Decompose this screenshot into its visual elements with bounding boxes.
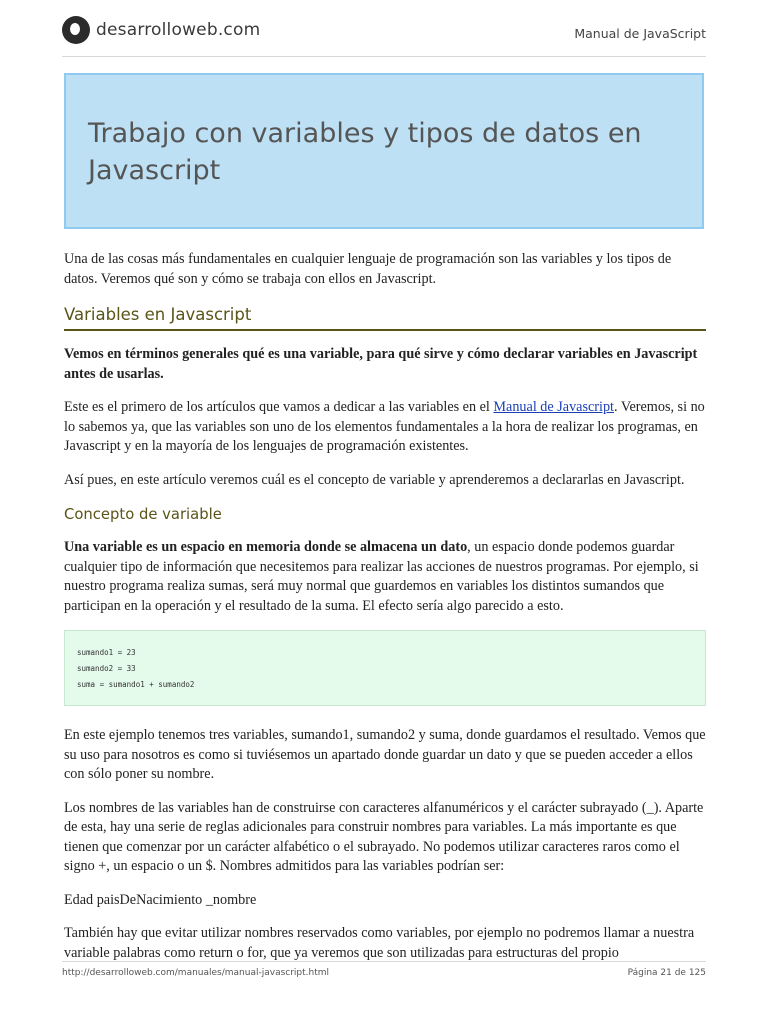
section-heading-variables: Variables en Javascript — [64, 303, 706, 331]
definition-bold: Una variable es un espacio en memoria donde se almacena un dato — [64, 539, 468, 555]
subsection-heading-concepto: Concepto de variable — [64, 506, 222, 523]
logo-text: desarrolloweb.com — [96, 20, 261, 40]
section-lead: Vemos en términos generales qué es una variable, para qué sirve y cómo declarar variables en Javascript antes de usarlas. — [64, 346, 698, 382]
paragraph-example: En este ejemplo tenemos tres variables, sumando1, sumando2 y suma, donde guardamos el resultado. Vemos que su uso para nosotros es como si tuviésemos un apartado donde guardar un dato y que se pueden acceder a ellos con sólo poner su nombre. — [64, 727, 706, 782]
paragraph-summary: Así pues, en este artículo veremos cuál es el concepto de variable y aprenderemos a declararlas en Javascript. — [64, 471, 685, 488]
title-box — [64, 73, 704, 229]
code-line: sumando1 = 23 — [77, 648, 136, 657]
text-span: Este es el primero de los artículos que vamos a dedicar a las variables en el — [64, 399, 494, 415]
paragraph-naming-rules: Los nombres de las variables han de construirse con caracteres alfanuméricos y el carácter subrayado (_). Aparte de esta, hay una serie de reglas adicionales para construir nombres para variables. La más importante es que tienen que comenzar por un carácter alfabético o el subrayado. No podemos utilizar caracteres raros como el signo +, un espacio o un $. Nombres admitidos para las variables podrían ser: — [64, 799, 704, 874]
logo-icon — [62, 16, 90, 44]
paragraph-definition — [64, 538, 706, 616]
code-line: sumando2 = 33 — [77, 664, 136, 673]
manual-title: Manual de JavaScript — [574, 26, 706, 41]
code-line: suma = sumando1 + sumando2 — [77, 680, 195, 689]
paragraph-intro-variables — [64, 398, 706, 457]
page-header — [62, 14, 706, 57]
intro-paragraph: Una de las cosas más fundamentales en cualquier lenguaje de programación son las variables y los tipos de datos. Veremos qué son y cómo se trabaja con ellos en Javascript. — [64, 251, 672, 287]
text-span: . Veremos, si no lo sabemos ya, que las variables son uno de los elementos fundamentales a la hora de realizar los programas, en Javascript y en la mayoría de los lenguajes de programación existentes. — [64, 399, 705, 454]
paragraph-name-examples: Edad paisDeNacimiento _nombre — [64, 891, 257, 908]
manual-javascript-link[interactable]: Manual de Javascript — [493, 399, 614, 415]
article-content — [64, 250, 706, 977]
code-block — [64, 630, 706, 706]
page-footer — [62, 961, 706, 984]
paragraph-reserved-words: También hay que evitar utilizar nombres reservados como variables, por ejemplo no podremos llamar a nuestra variable palabras como return o for, que ya veremos que son utilizadas para estructuras del propio — [64, 925, 695, 961]
page-title: Trabajo con variables y tipos de datos en Javascript — [88, 118, 642, 186]
footer-url: http://desarrolloweb.com/manuales/manual-javascript.html — [62, 968, 330, 978]
site-logo — [62, 16, 260, 44]
text-span: , un espacio donde podemos guardar cualquier tipo de información que necesitemos para realizar las acciones de nuestros programas. Por ejemplo, si nuestro programa realiza sumas, será muy normal que guardemos en variables los distintos sumandos que participan en la operación y el resultado de la suma. El efecto sería algo parecido a esto. — [64, 539, 699, 614]
page-number: Página 21 de 125 — [627, 968, 706, 978]
